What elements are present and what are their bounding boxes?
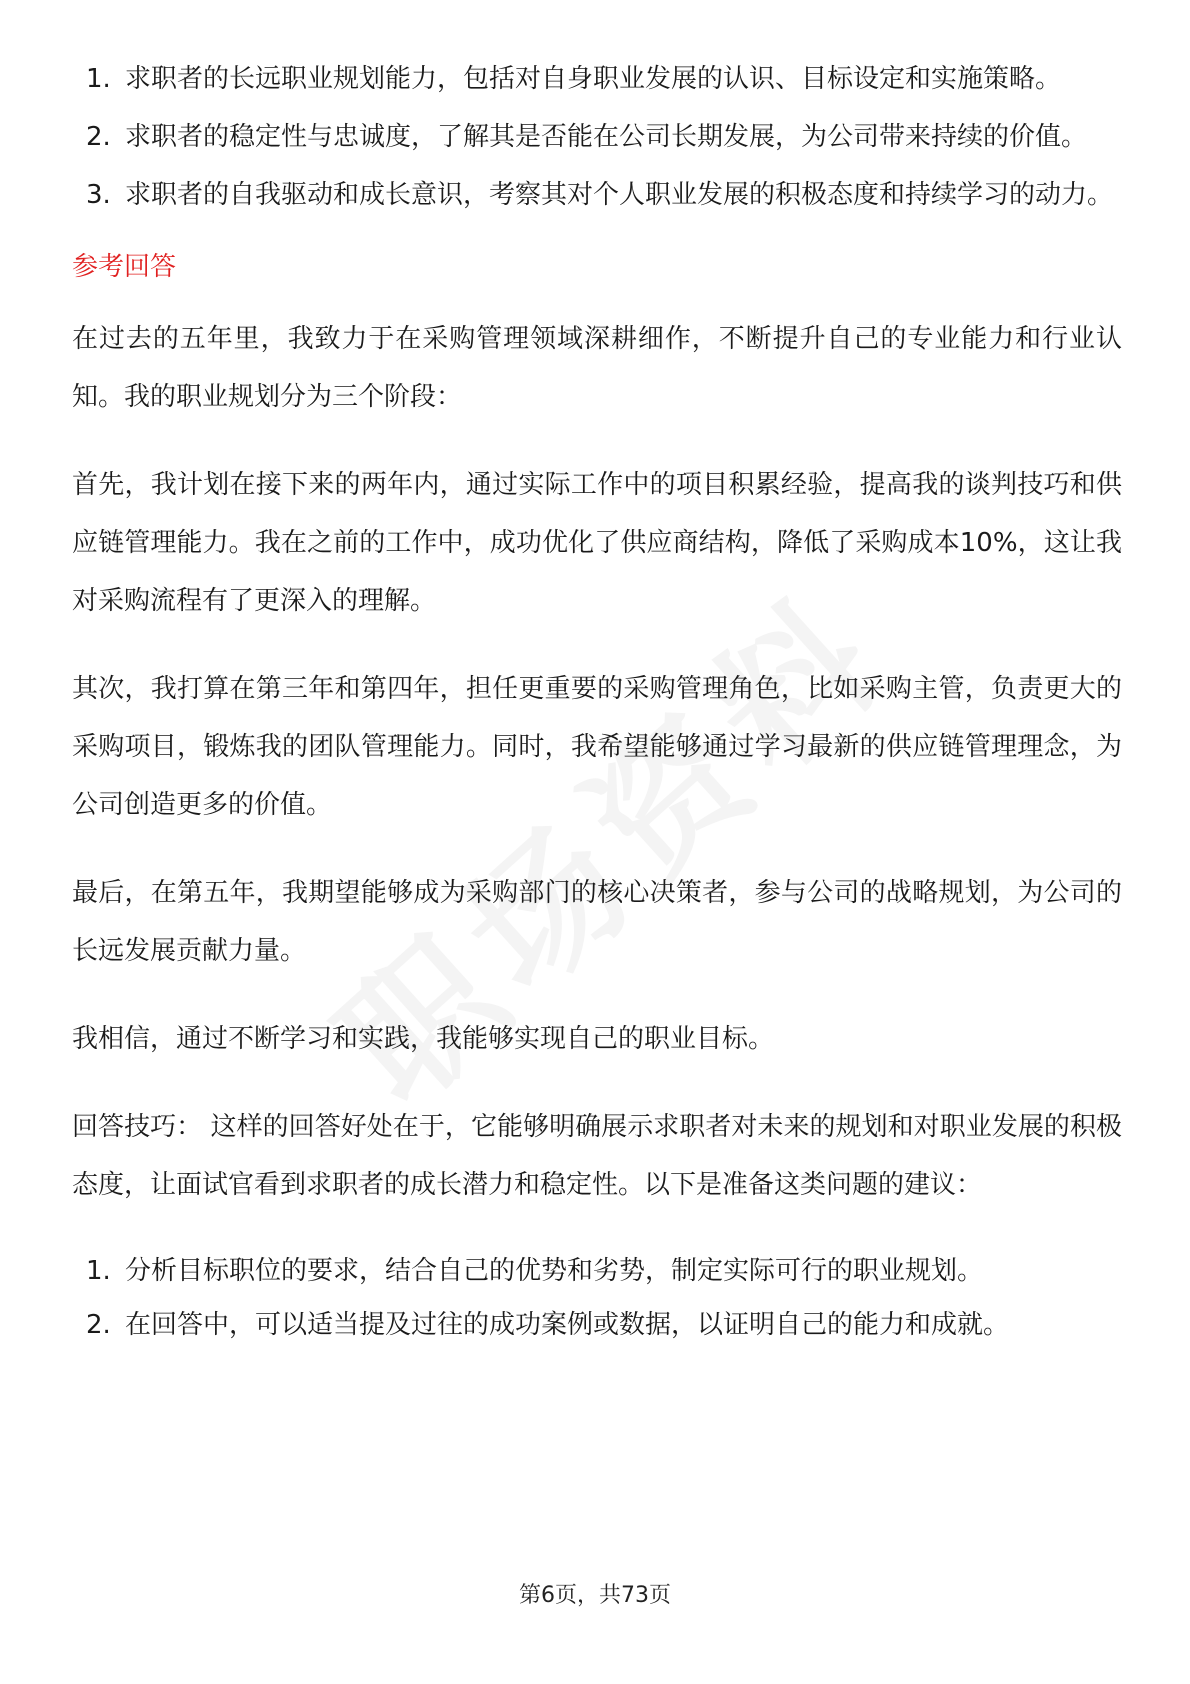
paragraph: 回答技巧： 这样的回答好处在于，它能够明确展示求职者对未来的规划和对职业发展的积极态度，让面试官看到求职者的成长潜力和稳定性。以下是准备这类问题的建议：: [72, 1112, 1122, 1200]
list-number: 1.: [86, 1256, 111, 1286]
intro-list: [72, 50, 1122, 224]
document-page: [72, 50, 1122, 1352]
section-heading: 参考回答: [72, 252, 177, 282]
paragraph: 在过去的五年里，我致力于在采购管理领域深耕细作，不断提升自己的专业能力和行业认知。我的职业规划分为三个阶段：: [72, 324, 1122, 412]
tips-list: [72, 1244, 1122, 1352]
list-text: 求职者的稳定性与忠诚度，了解其是否能在公司长期发展，为公司带来持续的价值。: [125, 122, 1088, 152]
list-item: [72, 50, 1122, 108]
list-number: 2.: [86, 122, 111, 152]
page-footer: 第6页，共73页: [519, 1583, 671, 1608]
list-text: 在回答中，可以适当提及过往的成功案例或数据，以证明自己的能力和成就。: [125, 1310, 1010, 1340]
paragraph: 我相信，通过不断学习和实践，我能够实现自己的职业目标。: [72, 1024, 775, 1054]
list-item: [72, 1298, 1122, 1352]
paragraph: 最后，在第五年，我期望能够成为采购部门的核心决策者，参与公司的战略规划，为公司的长远发展贡献力量。: [72, 878, 1122, 966]
list-text: 求职者的自我驱动和成长意识，考察其对个人职业发展的积极态度和持续学习的动力。: [125, 180, 1114, 210]
list-item: [72, 108, 1122, 166]
list-text: 求职者的长远职业规划能力，包括对自身职业发展的认识、目标设定和实施策略。: [125, 64, 1062, 94]
list-number: 2.: [86, 1310, 111, 1340]
list-text: 分析目标职位的要求，结合自己的优势和劣势，制定实际可行的职业规划。: [125, 1256, 984, 1286]
paragraph: 首先，我计划在接下来的两年内，通过实际工作中的项目积累经验，提高我的谈判技巧和供应链管理能力。我在之前的工作中，成功优化了供应商结构，降低了采购成本10%，这让我对采购流程有了更深入的理解。: [72, 470, 1122, 616]
list-item: [72, 166, 1122, 224]
list-number: 3.: [86, 180, 111, 210]
paragraph: 其次，我打算在第三年和第四年，担任更重要的采购管理角色，比如采购主管，负责更大的采购项目，锻炼我的团队管理能力。同时，我希望能够通过学习最新的供应链管理理念，为公司创造更多的价值。: [72, 674, 1122, 820]
list-number: 1.: [86, 64, 111, 94]
list-item: [72, 1244, 1122, 1298]
